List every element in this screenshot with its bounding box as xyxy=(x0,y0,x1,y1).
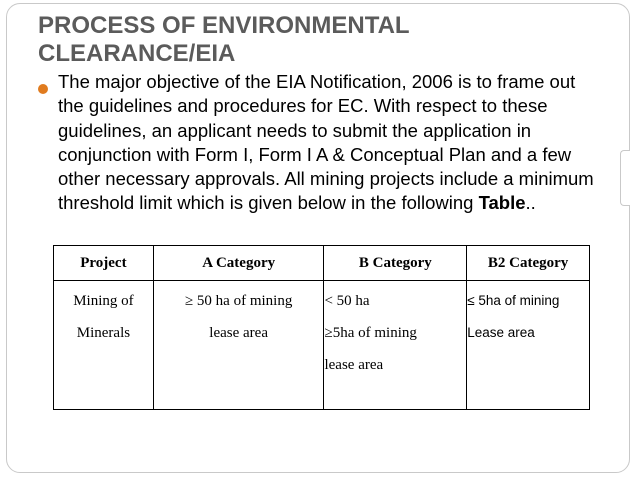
bullet-marker-icon xyxy=(38,84,48,94)
header-project: Project xyxy=(54,246,154,281)
bullet-paragraph xyxy=(58,70,606,216)
cell-line: Minerals xyxy=(76,325,131,341)
bullet-text-end: .. xyxy=(525,192,536,214)
table-header-row xyxy=(54,246,590,281)
slide-side-tab xyxy=(620,150,630,206)
cell-b2-category xyxy=(467,281,590,410)
cell-b-category xyxy=(324,281,467,410)
cell-line: ≤ 5ha of mining xyxy=(467,293,560,308)
bullet-text-bold: Table xyxy=(478,192,526,214)
bullet-text-main: The major objective of the EIA Notification, 2006 is to frame out the guidelines and procedures for EC. With respect to these guidelines, an applicant needs to submit the application in conjunction with Form I, Form I A & Conceptual Plan and a few other necessary approvals. All mining projects include a minimum threshold limit which is given below in the following xyxy=(58,71,594,214)
threshold-table xyxy=(53,245,590,410)
header-b2-category: B2 Category xyxy=(467,246,590,281)
header-b-category: B Category xyxy=(324,246,467,281)
cell-line: ≥ 50 ha of mining xyxy=(184,293,293,309)
cell-line: ≥5ha of mining xyxy=(324,325,417,341)
cell-line: Mining of xyxy=(73,293,134,309)
cell-line: lease area xyxy=(324,357,384,373)
cell-line: Lease area xyxy=(467,325,535,340)
cell-project xyxy=(54,281,154,410)
header-a-category: A Category xyxy=(153,246,324,281)
table-row xyxy=(54,281,590,410)
slide-title: PROCESS OF ENVIRONMENTAL CLEARANCE/EIA xyxy=(38,12,410,67)
cell-a-category xyxy=(153,281,324,410)
cell-line: < 50 ha xyxy=(324,293,370,309)
cell-line: lease area xyxy=(209,325,268,341)
